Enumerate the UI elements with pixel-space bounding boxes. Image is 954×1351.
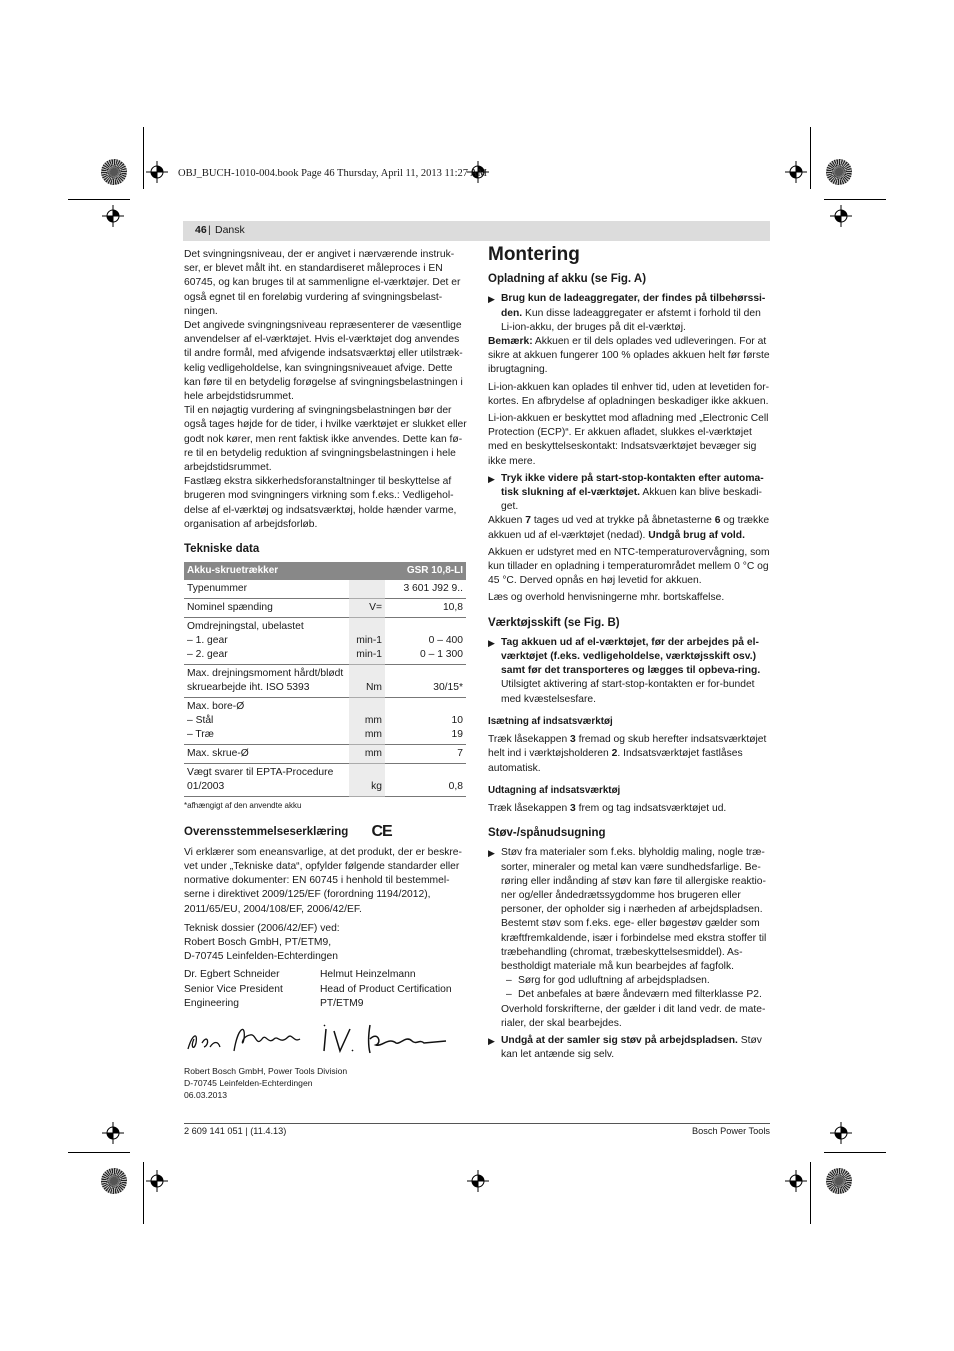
registration-mark-icon xyxy=(830,205,852,227)
signature-image xyxy=(184,1017,454,1061)
table-cell-label: Max. skrue-Ø xyxy=(184,745,349,764)
table-cell-label: Max. bore-Ø – Stål – Træ xyxy=(184,698,349,745)
signer-left: Dr. Egbert Schneider Senior Vice President Engineering xyxy=(184,969,283,1009)
table-cell-label: Nominel spænding xyxy=(184,599,349,618)
ref-number: 3 xyxy=(570,734,576,746)
section-heading: Værktøjsskift (se Fig. B) xyxy=(488,616,620,629)
text: fremad og skub herefter indsatsværktøjet helt ind i værktøjsholderen xyxy=(488,734,767,760)
bullet-bold: Undgå at der samler sig støv på arbejdspladsen. xyxy=(501,1034,738,1046)
table-cell-label: Omdrejningstal, ubelastet – 1. gear – 2. gear xyxy=(184,618,349,665)
signer-right: Helmut Heinzelmann Head of Product Certification PT/ETM9 xyxy=(320,969,452,1009)
table-cell-unit: kg xyxy=(349,764,385,797)
crop-mark xyxy=(810,127,811,189)
ce-mark-icon: CE xyxy=(371,823,392,841)
signatories xyxy=(184,968,468,1011)
registration-mark-icon xyxy=(830,1122,852,1144)
table-cell-label: Typenummer xyxy=(184,580,349,599)
bullet-bold: Brug kun de ladeaggregater, der findes på tilbehørssi-den. xyxy=(501,293,766,319)
color-target-icon xyxy=(826,159,852,185)
registration-mark-icon xyxy=(467,1170,489,1192)
paragraph: Teknisk dossier (2006/42/EF) ved: Robert Bosch GmbH, PT/ETM9, D-70745 Leinfelden-Echterdingen xyxy=(184,922,340,963)
crop-mark xyxy=(824,199,886,200)
ref-number: 7 xyxy=(525,515,531,527)
paragraph: Overhold forskrifterne, der gælder i dit land vedr. de mate-rialer, der skal bearbejdes. xyxy=(501,1003,766,1029)
text: Træk låsekappen xyxy=(488,802,571,814)
footer-rule xyxy=(184,1123,770,1124)
table-cell-unit: V= xyxy=(349,599,385,618)
subsection-heading: Udtagning af indsatsværktøj xyxy=(488,784,621,796)
paragraph xyxy=(488,335,771,378)
footer-brand: Bosch Power Tools xyxy=(692,1126,770,1136)
text: og trække akkuen ud af el-værktøjet (nedad). xyxy=(488,515,770,541)
paragraph xyxy=(488,514,771,542)
table-row xyxy=(184,745,466,764)
section-heading: Overensstemmelseserklæring xyxy=(184,826,349,839)
bullet-text: Støv kan let antænde sig selv. xyxy=(501,1034,762,1061)
bullet-arrow-icon: ▶ xyxy=(488,1035,495,1046)
bullet-item xyxy=(488,636,771,707)
text: Træk låsekappen xyxy=(488,734,571,746)
text: tages ud ved at trykke på åbnetasterne xyxy=(530,515,715,527)
registration-mark-icon xyxy=(785,161,807,183)
header-separator: | xyxy=(208,224,211,236)
crop-mark xyxy=(143,127,144,189)
table-cell-value: 3 601 J92 9.. xyxy=(385,580,466,599)
table-cell-value: 30/15* xyxy=(385,665,466,698)
color-target-icon xyxy=(101,1168,127,1194)
dash-text: Sørg for god udluftning af arbejdspladsen. xyxy=(518,975,710,987)
table-cell-value: 10 19 xyxy=(385,698,466,745)
paragraph xyxy=(488,733,771,776)
table-cell-label: Vægt svarer til EPTA-Procedure 01/2003 xyxy=(184,764,349,797)
bullet-arrow-icon: ▶ xyxy=(488,637,495,648)
section-heading: Opladning af akku (se Fig. A) xyxy=(488,273,647,286)
table-cell-unit: Nm xyxy=(349,665,385,698)
print-slug: OBJ_BUCH-1010-004.book Page 46 Thursday, April 11, 2013 11:27 AM xyxy=(178,168,487,179)
table-header-cell xyxy=(349,562,385,580)
crop-mark xyxy=(810,1162,811,1224)
paragraph: Til en nøjagtig vurdering af svingningsbelastningen bør der også tages højde for de tider, i hvilke værktøjet er slukket eller godt nok kører, men rent faktisk ikke anvendes. Dette kan fø-re til en betydelig reduktion af svingningsbelastningen i hele arbejdstidsrummet. xyxy=(184,405,467,474)
paragraph: Det angivede svingningsniveau repræsenterer de væsentlige anvendelser af el-værktøjet. Hvis el-værktøjet dog anvendes til andre formål, med afvigende indsatsværktøj eller utilstræk-kelig vedligeholdelse, kan svingningsniveauet afvige. Dette kan føre til en betydelig forøgelse af svingningsbelastningen i hele arbejdstidsrummet. xyxy=(184,320,463,403)
paragraph xyxy=(488,802,771,816)
page-title: Montering xyxy=(488,244,580,265)
bullet-arrow-icon: ▶ xyxy=(488,294,495,305)
section-heading: Støv-/spånudsugning xyxy=(488,827,606,840)
color-target-icon xyxy=(826,1168,852,1194)
table-cell-unit: min-1 min-1 xyxy=(349,618,385,665)
table-cell-value: 7 xyxy=(385,745,466,764)
bullet-arrow-icon: ▶ xyxy=(488,848,495,859)
registration-mark-icon xyxy=(146,1170,168,1192)
text: Akkuen xyxy=(488,515,526,527)
text: . Indsatsværktøjet fastlåses automatisk. xyxy=(488,748,743,774)
bullet-item xyxy=(488,1034,771,1062)
table-row xyxy=(184,665,466,698)
table-row xyxy=(184,580,466,599)
bullet-text: Utilsigtet aktivering af start-stop-kontakten er for-bundet med kvæstelsesfare. xyxy=(501,679,755,705)
dash-item: – Det anbefales at bære åndeværn med filterklasse P2. xyxy=(506,989,762,1001)
table-cell-value: 0,8 xyxy=(385,764,466,797)
table-header-cell: Akku-skruetrækker xyxy=(184,562,349,580)
ref-number: 3 xyxy=(570,802,576,814)
page-header xyxy=(183,221,770,241)
dash-text: Det anbefales at bære åndeværn med filterklasse P2. xyxy=(518,989,762,1001)
color-target-icon xyxy=(101,159,127,185)
table-cell-value: 10,8 xyxy=(385,599,466,618)
right-column xyxy=(488,244,771,1062)
bullet-text: Akkuen kan blive beskadi-get. xyxy=(501,487,762,513)
ref-number: 6 xyxy=(714,515,721,527)
page-number: 46 xyxy=(195,224,207,236)
header-language: Dansk xyxy=(215,224,245,236)
bullet-text: Støv fra materialer som f.eks. blyholdig maling, nogle træ-sorter, mineraler og metal kan være sundhedsfarlige. Be-røring eller indånding af støv kan føre til allergiske reaktio-ner og/eller åndedrætssygdomme hos brugeren eller personer, der opholder sig i nærheden af arbejdspladsen. Bestemt støv som f.eks. ege- eller bøgestøv gælder som kræftfremkaldende, især i forbindelse med ekstra stoffer til træbehandling (chromat, træbeskyttelsesmiddel). As-bestholdigt materiale må kun bearbejdes af fagfolk. xyxy=(501,847,767,972)
emphasis: Undgå brug af vold. xyxy=(648,529,745,541)
table-row xyxy=(184,764,466,797)
paragraph: Akkuen er udstyret med en NTC-temperaturovervågning, som kun tillader en opladning i temperaturområdet mellem 0 °C og 45 °C. Derved opnås en høj levetid for akkuen. xyxy=(488,546,770,587)
paragraph: Vi erklærer som eneansvarlige, at det produkt, der er beskre-vet under „Tekniske data“, opfylder følgende standarder eller normative dokumenter: EN 60745 i henhold til bestemmel-serne i direktivet 2009/125/EF (forordning 1194/2012), 2011/65/EU, 2004/108/EF, 2006/42/EF. xyxy=(184,846,462,915)
subsection-heading: Isætning af indsatsværktøj xyxy=(488,715,613,727)
text: frem og tag indsatsværktøjet ud. xyxy=(575,802,727,814)
registration-mark-icon xyxy=(146,161,168,183)
table-cell-unit: mm xyxy=(349,745,385,764)
crop-mark xyxy=(143,1162,144,1224)
table-row xyxy=(184,618,466,665)
paragraph: Fastlæg ekstra sikkerhedsforanstaltninger til beskyttelse af brugeren mod svingningers virkning som f.eks.: Vedligehol-delse af el-værktøj og indsatsværktøj, holde hænder varme, organisation af arbejdsforløb. xyxy=(184,476,457,530)
section-heading-conformity xyxy=(184,825,468,839)
table-row xyxy=(184,698,466,745)
dash-item: – Sørg for god udluftning af arbejdspladsen. xyxy=(506,975,710,987)
bullet-arrow-icon: ▶ xyxy=(488,473,495,484)
table-header-row xyxy=(184,562,466,580)
bullet-item xyxy=(488,846,771,974)
footer-doc-number: 2 609 141 051 | (11.4.13) xyxy=(184,1126,287,1136)
table-header-cell: GSR 10,8-LI xyxy=(385,562,466,580)
table-footnote: *afhængigt af den anvendte akku xyxy=(184,801,302,811)
note-label: Bemærk: xyxy=(488,336,533,348)
tech-data-table xyxy=(184,562,466,797)
left-column xyxy=(184,248,468,1101)
bullet-bold: Tryk ikke videre på start-stop-kontakten efter automa-tisk slukning af el-værktøjet. xyxy=(501,472,764,499)
table-cell-value: 0 – 400 0 – 1 300 xyxy=(385,618,466,665)
table-cell-unit xyxy=(349,580,385,599)
crop-mark xyxy=(68,1152,130,1153)
paragraph: Læs og overhold henvisningerne mhr. bortskaffelse. xyxy=(488,592,725,604)
table-cell-label: Max. drejningsmoment hårdt/blødt skruearbejde iht. ISO 5393 xyxy=(184,665,349,698)
bullet-text: Kun disse ladeaggregater er afstemt i forhold til den Li-ion-akku, der bruges på dit el-værktøj. xyxy=(501,307,761,333)
registration-mark-icon xyxy=(785,1170,807,1192)
paragraph: Li-ion-akkuen kan oplades til enhver tid, uden at levetiden for-kortes. En afbrydelse af opladningen beskadiger ikke akkuen. xyxy=(488,381,770,407)
bullet-bold: Tag akkuen ud af el-værktøjet, før der arbejdes på el-værktøjet (f.eks. vedligeholdelse, værktøjsskift osv.) samt før det transporteres og lægges til opbeva-ring. xyxy=(501,636,761,677)
bullet-item xyxy=(488,292,771,335)
section-heading: Tekniske data xyxy=(184,543,260,556)
company-address: Robert Bosch GmbH, Power Tools Division D-70745 Leinfelden-Echterdingen 06.03.2013 xyxy=(184,1066,348,1101)
crop-mark xyxy=(68,199,130,200)
registration-mark-icon xyxy=(102,1122,124,1144)
bullet-item xyxy=(488,472,771,515)
table-row xyxy=(184,599,466,618)
table-cell-unit: mm mm xyxy=(349,698,385,745)
crop-mark xyxy=(824,1152,886,1153)
note-text: Akkuen er til dels oplades ved udleveringen. For at sikre at akkuen fungerer 100 % oplades akkuen helt før første ibrugtagning. xyxy=(488,336,770,376)
registration-mark-icon xyxy=(102,205,124,227)
ref-number: 2 xyxy=(611,748,618,760)
paragraph: Li-ion-akkuen er beskyttet mod afladning med „Electronic Cell Protection (ECP)“. Er akkuen afladet, slukkes el-værktøjet med en beskyttelseskontakt: Indsatsværktøjet bevæger sig ikke mere. xyxy=(488,413,769,467)
paragraph: Det svingningsniveau, der er angivet i nærværende instruk-ser, er blevet målt iht. en standardiseret måleproces i EN 60745, og kan bruges til at sammenligne el-værktøjer. Det er også egnet til en foreløbig vurdering af svingningsbelast-ningen. xyxy=(184,249,461,317)
